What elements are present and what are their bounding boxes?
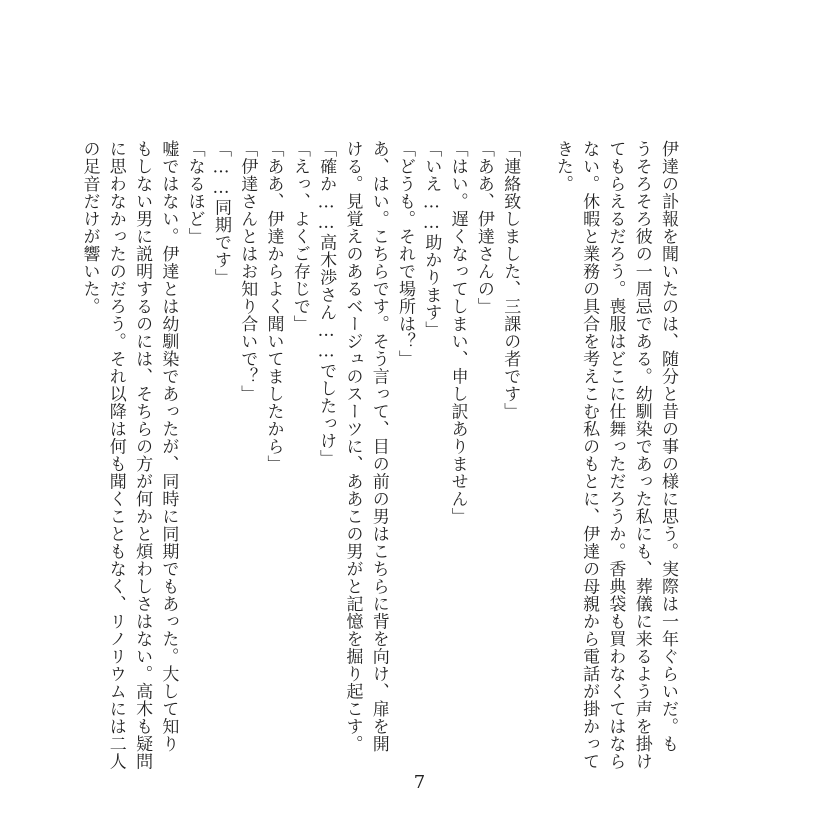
text-line: 「……同期です」 (210, 140, 231, 286)
text-line: の足音だけが響いた。 (79, 140, 100, 315)
text-line: 「えっ、よくご存じで」 (289, 140, 310, 333)
text-line: 「ああ、伊達からよく聞いてましたから」 (263, 140, 284, 473)
text-line: もしない男に説明するのには、そちらの方が何かと煩わしさはない。高木も疑問 (132, 140, 153, 770)
text-line: ない。休暇と業務の具合を考えこむ私のもとに、伊達の母親から電話が掛かって (579, 140, 600, 770)
text-line: てもらえるだろう。喪服はどこに仕舞っただろうか。香典袋も買わなくてはなら (605, 140, 626, 770)
text-line: 「連絡致しました、三課の者です」 (500, 140, 521, 420)
text-line: あ、はい。こちらです。そう言って、目の前の男はこちらに背を向け、扉を開 (368, 140, 389, 753)
text-line: 嘘ではない。伊達とは幼馴染であったが、同時に同期でもあった。大して知り (158, 140, 179, 753)
text-line: 「ああ、伊達さんの」 (473, 140, 494, 315)
text-line: きた。 (552, 140, 573, 193)
text-line: 伊達の訃報を聞いたのは、随分と昔の事の様に思う。実際は一年ぐらいだ。も (658, 140, 678, 753)
text-line: 「どうも。それで場所は？」 (395, 140, 416, 368)
text-line: 「いえ……助かります」 (421, 140, 442, 339)
text-line: 「なるほど」 (184, 140, 205, 245)
text-line: 「はい。遅くなってしまい、申し訳ありません」 (447, 140, 468, 525)
page-number: 7 (413, 772, 426, 793)
text-line: ける。見覚えのあるベージュのスーツに、ああこの男がと記憶を掘り起こす。 (342, 140, 363, 753)
text-line: うそろそろ彼の一周忌である。幼馴染であった私にも、葬儀に来るよう声を掛け (631, 140, 652, 770)
text-line: に思わなかったのだろう。それ以降は何も聞くこともなく、リノリウムには二人 (105, 140, 126, 770)
text-line: 「確か……高木渉さん……でしたっけ」 (316, 140, 337, 467)
text-line: 「伊達さんとはお知り合いで？」 (237, 140, 258, 403)
blank-line (523, 140, 549, 760)
vertical-text-body (76, 140, 681, 770)
